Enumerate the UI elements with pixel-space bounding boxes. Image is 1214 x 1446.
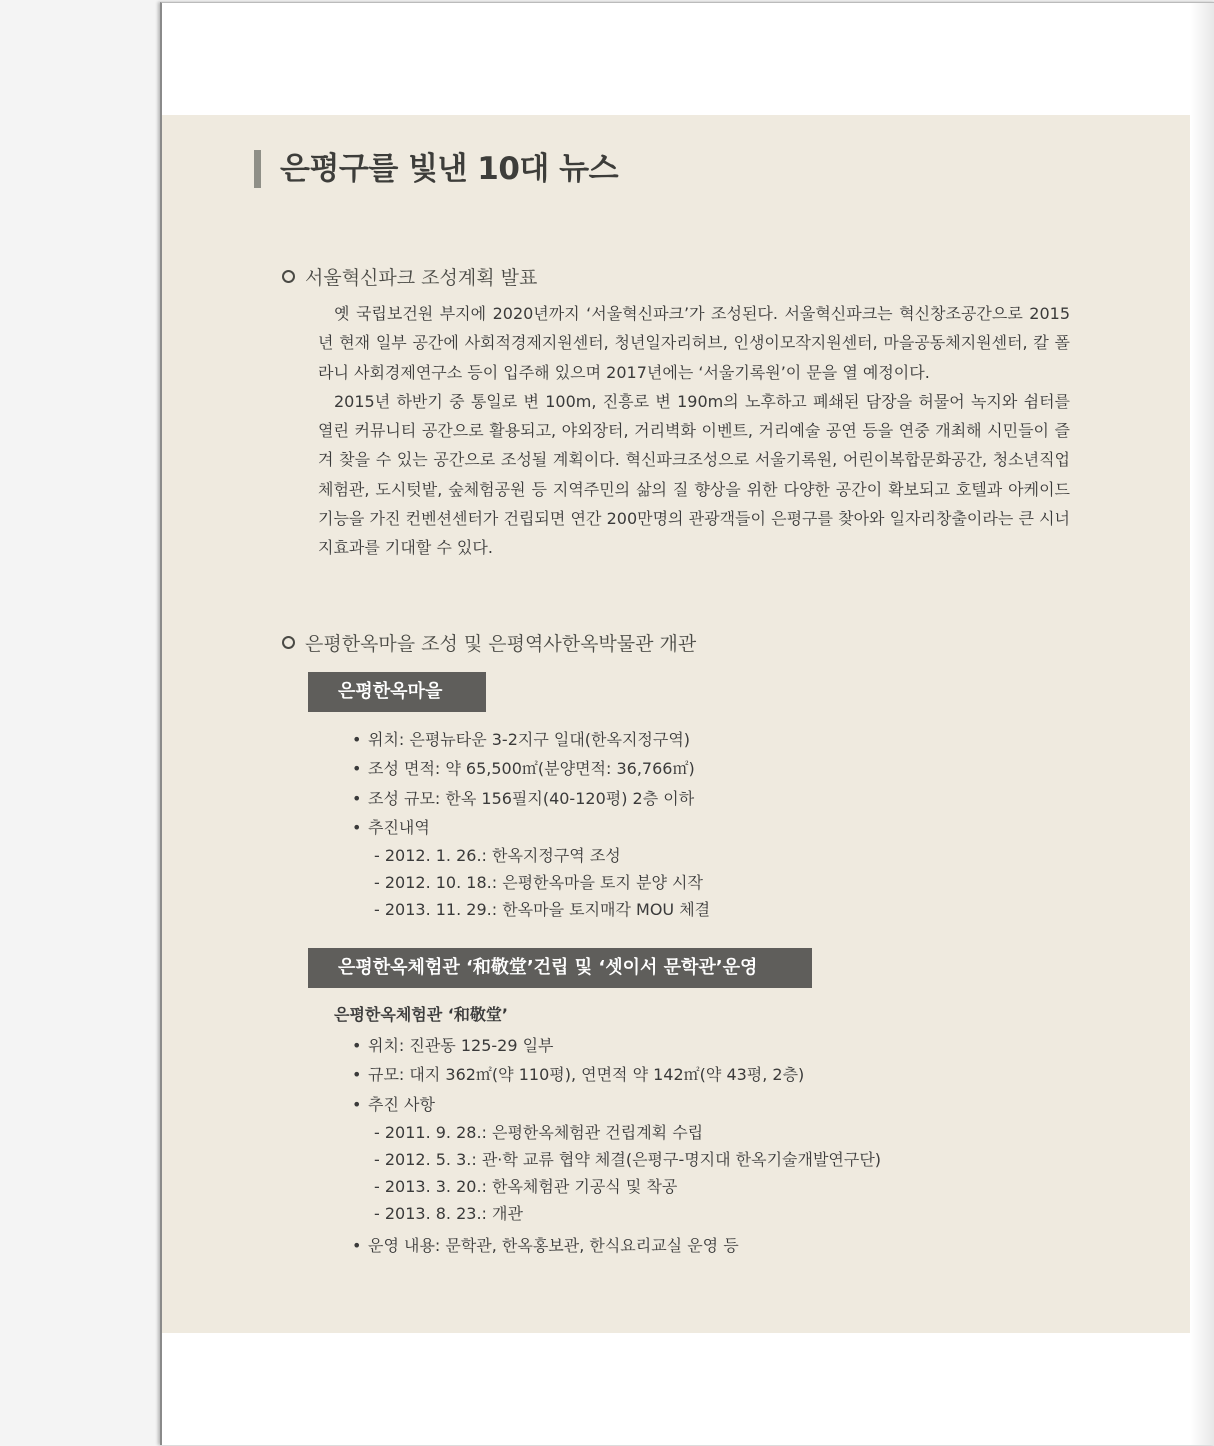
section-body-innovation-park [318, 299, 1070, 563]
page-title: 은평구를 빛낸 10대 뉴스 [280, 151, 619, 187]
section-heading-hanok-village: 은평한옥마을 조성 및 은평역사한옥박물관 개관 [282, 629, 696, 656]
list-item: • 규모: 대지 362㎡(약 110평), 연면적 약 142㎡(약 43평, 2층) [352, 1060, 881, 1089]
content-panel [162, 115, 1190, 1333]
history-item: - 2013. 3. 20.: 한옥체험관 기공식 및 착공 [374, 1176, 678, 1196]
history-item: - 2012. 10. 18.: 은평한옥마을 토지 분양 시작 [374, 873, 703, 893]
section-heading-innovation-park: 서울혁신파크 조성계획 발표 [282, 263, 537, 290]
history-item: - 2013. 8. 23.: 개관 [374, 1203, 523, 1223]
label-box-hanok-experience-hall: 은평한옥체험관 ‘和敬堂’건립 및 ‘셋이서 문학관’운영 [308, 948, 812, 988]
circle-bullet-icon [282, 636, 295, 649]
title-accent-bar [254, 150, 261, 188]
list-item: • 추진 사항 [352, 1090, 881, 1119]
list-item: • 위치: 진관동 125-29 일부 [352, 1031, 881, 1060]
list-item: • 추진내역 [352, 813, 710, 842]
subheading-hwagyeongdang: 은평한옥체험관 ‘和敬堂’ [334, 1005, 508, 1024]
paragraph: 옛 국립보건원 부지에 2020년까지 ‘서울혁신파크’가 조성된다. 서울혁신파크는 혁신창조공간으로 2015년 현재 일부 공간에 사회적경제지원센터, 청년일자리허브, 인생이모작지원센터, 마을공동체지원센터, 칼 폴라니 사회경제연구소 등이 입주해 있으며 2017년에는 ‘서울기록원’이 문을 열 예정이다. [318, 304, 1070, 382]
paragraph: 2015년 하반기 중 통일로 변 100m, 진흥로 변 190m의 노후하고 폐쇄된 담장을 허물어 녹지와 쉼터를 열린 커뮤니티 공간으로 활용되고, 야외장터, 거리벽화 이벤트, 거리예술 공연 등을 연중 개최해 시민들이 즐겨 찾을 수 있는 공간으로 조성될 계획이다. 혁신파크조성으로 서울기록원, 어린이복합문화공간, 청소년직업체험관, 도시텃밭, 숲체험공원 등 지역주민의 삶의 질 향상을 위한 다양한 공간이 확보되고 호텔과 아케이드 기능을 가진 컨벤션센터가 건립되면 연간 200만명의 관광객들이 은평구를 찾아와 일자리창출이라는 큰 시너지효과를 기대할 수 있다. [318, 391, 1070, 558]
list-item: • 조성 규모: 한옥 156필지(40-120평) 2층 이하 [352, 784, 710, 813]
history-item: - 2012. 1. 26.: 한옥지정구역 조성 [374, 846, 621, 866]
hanok-village-list [352, 725, 710, 923]
label-box-hanok-village: 은평한옥마을 [308, 672, 486, 712]
history-item: - 2013. 11. 29.: 한옥마을 토지매각 MOU 체결 [374, 900, 711, 920]
list-item: • 운영 내용: 문학관, 한옥홍보관, 한식요리교실 운영 등 [352, 1231, 881, 1260]
document-page [160, 2, 1214, 1445]
history-item: - 2012. 5. 3.: 관·학 교류 협약 체결(은평구-명지대 한옥기술개발연구단) [374, 1149, 882, 1169]
list-item: • 위치: 은평뉴타운 3-2지구 일대(한옥지정구역) [352, 725, 710, 754]
history-item: - 2011. 9. 28.: 은평한옥체험관 건립계획 수립 [374, 1122, 704, 1142]
circle-bullet-icon [282, 270, 295, 283]
hanok-experience-list [352, 1031, 881, 1260]
list-item: • 조성 면적: 약 65,500㎡(분양면적: 36,766㎡) [352, 754, 710, 783]
page-edge-shadow [1190, 3, 1214, 1445]
